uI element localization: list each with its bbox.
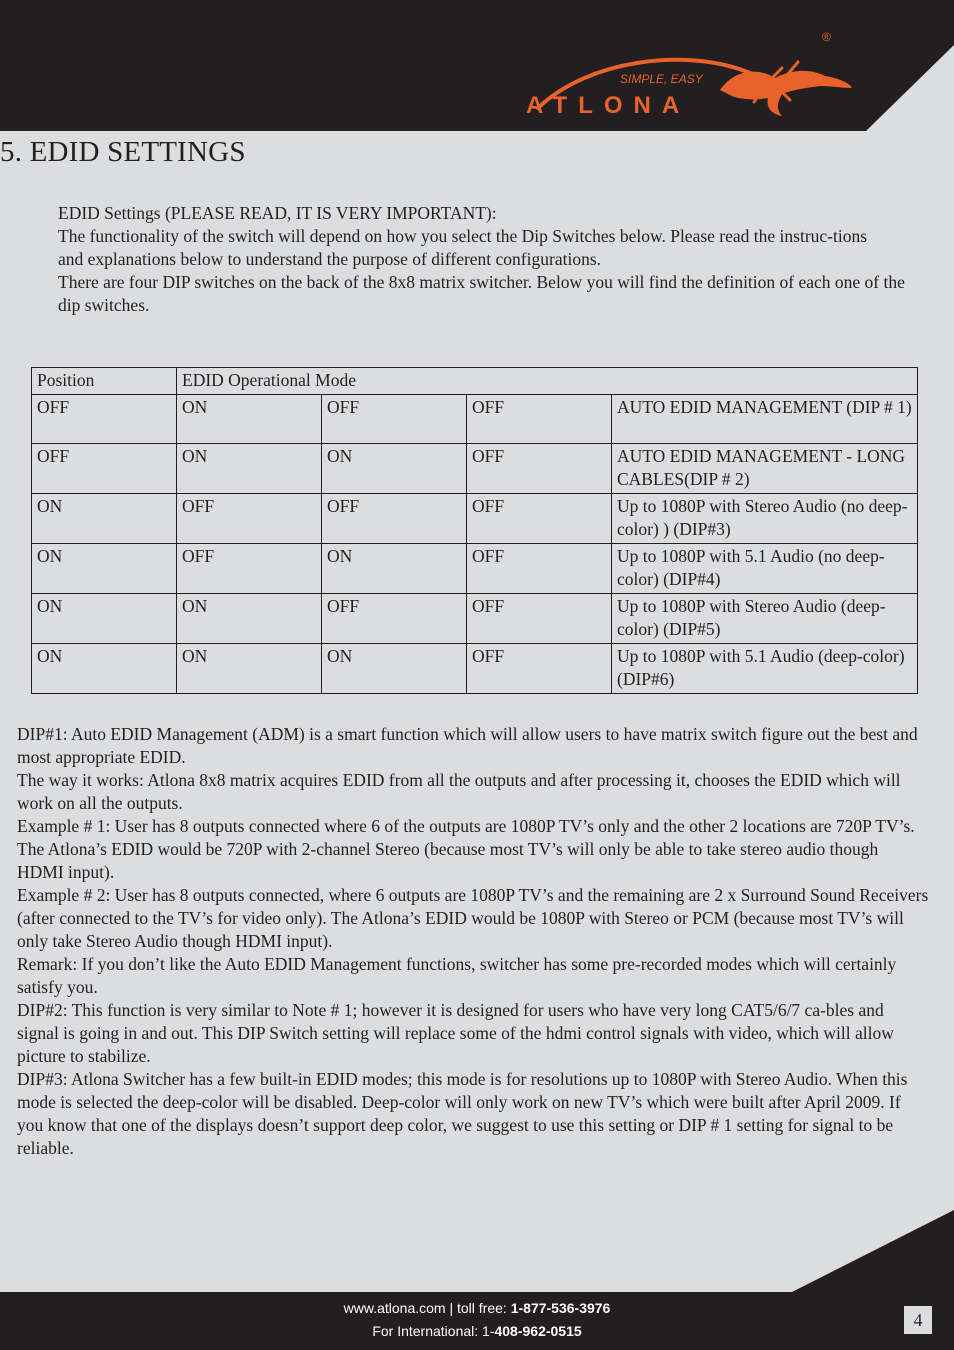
body-paragraph: DIP#1: Auto EDID Management (ADM) is a smart function which will allow users to have matrix switch figure out the best and most appropriate EDID. [17, 724, 918, 767]
brand-wordmark: ATLONA [526, 92, 691, 119]
footer-band [790, 1212, 954, 1292]
footer-wedge [792, 1210, 954, 1292]
table-cell: ON [322, 544, 467, 594]
intro-line: EDID Settings (PLEASE READ, IT IS VERY IMPORTANT): [58, 203, 497, 223]
table-cell-mode: AUTO EDID MANAGEMENT (DIP # 1) [612, 395, 918, 444]
international-number: 408-962-0515 [494, 1323, 582, 1339]
table-cell: ON [322, 644, 467, 694]
table-cell: OFF [467, 544, 612, 594]
website-text: www.atlona.com | toll free: [343, 1300, 511, 1316]
body-paragraph: DIP#3: Atlona Switcher has a few built-in EDID modes; this mode is for resolutions up to 1080P with Stereo Audio. When this mode is selected the deep-color will be disabled. Deep-color will only work on new TV’s which were built after April 2009. If you know that one of the displays doesn’t support deep color, we suggest to use this setting or DIP # 1 setting for signal to be reliable. [17, 1069, 908, 1158]
table-cell: OFF [467, 644, 612, 694]
intro-block [58, 202, 928, 317]
table-cell: OFF [322, 594, 467, 644]
page-number: 4 [904, 1306, 932, 1334]
table-cell: OFF [177, 544, 322, 594]
table-cell: ON [32, 494, 177, 544]
table-cell: ON [177, 644, 322, 694]
table-cell: OFF [467, 594, 612, 644]
atlona-logo [520, 28, 860, 128]
body-paragraph: Remark: If you don’t like the Auto EDID Management functions, switcher has some pre-recorded modes which will certainly satisfy you. [17, 954, 897, 997]
table-row [32, 395, 918, 444]
table-cell: OFF [177, 494, 322, 544]
toll-free-number: 1-877-536-3976 [510, 1300, 611, 1316]
table-cell: OFF [467, 444, 612, 494]
table-cell: OFF [32, 395, 177, 444]
body-paragraph: Example # 2: User has 8 outputs connected, where 6 outputs are 1080P TV’s and the remaining are 2 x Surround Sound Receivers (after connected to the TV’s for video only). The Atlona’s EDID would be 1080P with Stereo or PCM (because most TV’s will only take Stereo Audio though HDMI input). [17, 885, 929, 951]
table-cell: OFF [32, 444, 177, 494]
footer-international-line [0, 1323, 954, 1339]
table-cell-mode: Up to 1080P with Stereo Audio (deep-color) (DIP#5) [612, 594, 918, 644]
intro-line: and explanations below to understand the purpose of different configurations. [58, 249, 602, 269]
intro-line: The functionality of the switch will depend on how you select the Dip Switches below. Please read the instruc-tions [58, 226, 868, 246]
table-header-row [32, 368, 918, 395]
footer-diagonal [872, 1212, 954, 1292]
international-label: For International: 1- [372, 1323, 495, 1339]
table-cell: ON [177, 594, 322, 644]
table-row [32, 594, 918, 644]
intro-line: There are four DIP switches on the back of the 8x8 matrix switcher. Below you will find the definition of each one of the dip switches. [58, 272, 905, 315]
table-cell: ON [32, 594, 177, 644]
section-title: 5. EDID SETTINGS [0, 136, 246, 168]
table-cell-mode: Up to 1080P with 5.1 Audio (deep-color) (DIP#6) [612, 644, 918, 694]
body-text [17, 723, 929, 1160]
table-cell-mode: AUTO EDID MANAGEMENT - LONG CABLES(DIP # 2) [612, 444, 918, 494]
table-cell: OFF [322, 494, 467, 544]
table-cell: ON [32, 644, 177, 694]
table-cell: ON [177, 444, 322, 494]
table-row [32, 494, 918, 544]
table-cell: ON [177, 395, 322, 444]
table-row [32, 444, 918, 494]
header-mode: EDID Operational Mode [177, 368, 918, 395]
table-cell: ON [32, 544, 177, 594]
dip-switch-table [31, 367, 918, 694]
tagline: SIMPLE, EASY [620, 72, 703, 86]
table-row [32, 544, 918, 594]
table-cell: ON [322, 444, 467, 494]
table-cell-mode: Up to 1080P with Stereo Audio (no deep-color) ) (DIP#3) [612, 494, 918, 544]
header-position: Position [32, 368, 177, 395]
table-cell: OFF [467, 395, 612, 444]
table-cell-mode: Up to 1080P with 5.1 Audio (no deep-color) (DIP#4) [612, 544, 918, 594]
footer-contact-line [0, 1300, 954, 1316]
table-cell: OFF [322, 395, 467, 444]
body-paragraph: The way it works: Atlona 8x8 matrix acquires EDID from all the outputs and after processing it, chooses the EDID which will work on all the outputs. [17, 770, 901, 813]
body-paragraph: Example # 1: User has 8 outputs connected where 6 of the outputs are 1080P TV’s only and the other 2 locations are 720P TV’s. The Atlona’s EDID would be 720P with 2-channel Stereo (because most TV’s will only be able to take stereo audio though HDMI input). [17, 816, 915, 882]
body-paragraph: DIP#2: This function is very similar to Note # 1; however it is designed for users who have very long CAT5/6/7 ca-bles and signal is going in and out. This DIP Switch setting will replace some of the hdmi control signals with video, which will allow picture to stabilize. [17, 1000, 894, 1066]
table-row [32, 644, 918, 694]
registered-mark: ® [822, 30, 831, 44]
table-cell: OFF [467, 494, 612, 544]
